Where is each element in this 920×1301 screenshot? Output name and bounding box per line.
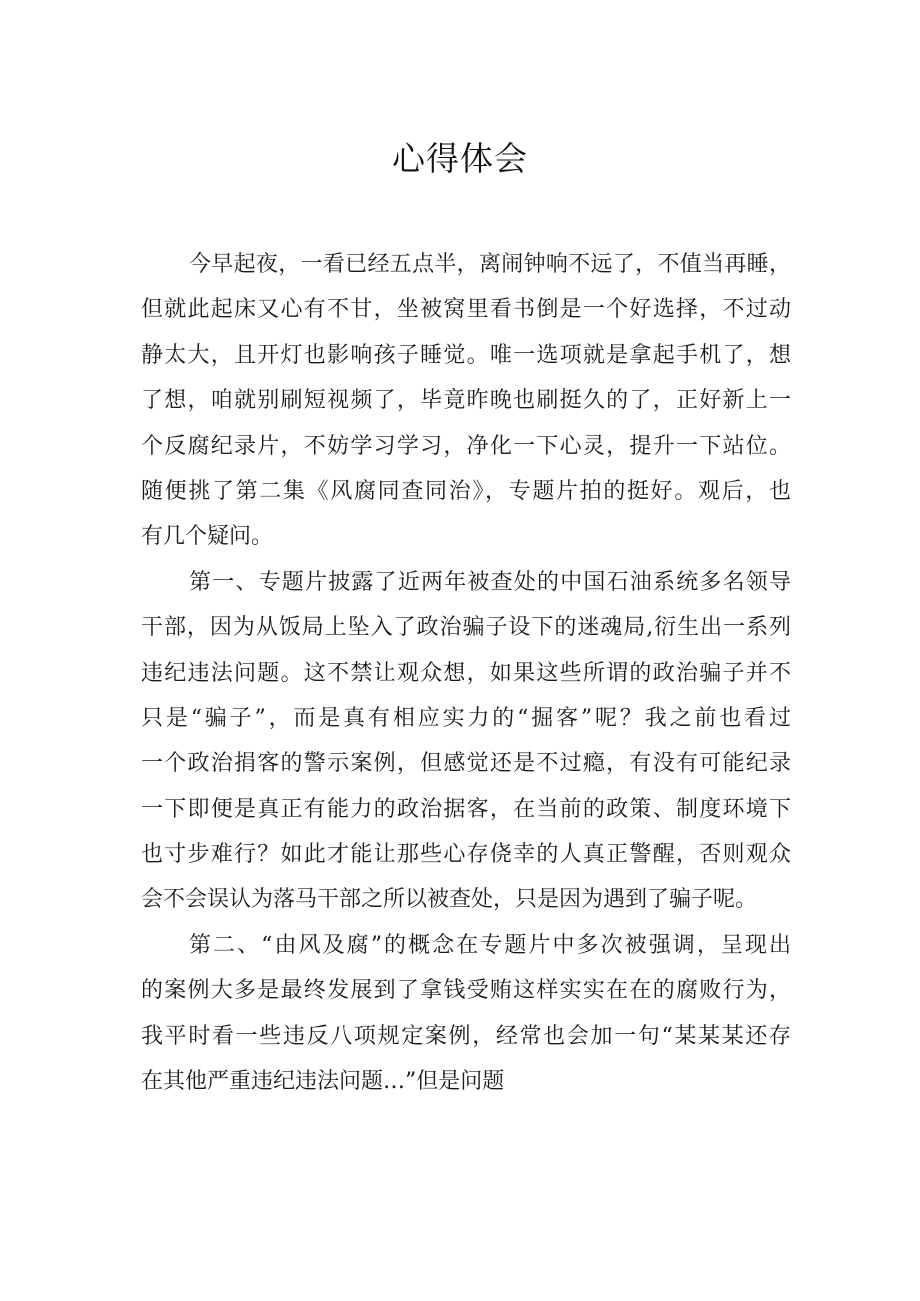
paragraph-line: 的案例大多是最终发展到了拿钱受贿这样实实在在的腐败行为， bbox=[141, 978, 791, 1004]
paragraph-line: 静太大，且开灯也影响孩子睡觉。唯一选项就是拿起手机了，想 bbox=[141, 342, 791, 368]
paragraph-line: 干部，因为从饭局上坠入了政治骗子设下的迷魂局,衍生出一系列 bbox=[141, 615, 791, 641]
paragraph-line: 违纪违法问题。这不禁让观众想，如果这些所谓的政治骗子并不 bbox=[141, 660, 791, 686]
paragraph-line: 一个政治捐客的警示案例，但感觉还是不过瘾，有没有可能纪录 bbox=[141, 751, 791, 777]
paragraph-1 bbox=[141, 242, 791, 560]
paragraph-line: 我平时看一些违反八项规定案例，经常也会加一句“某某某还存 bbox=[141, 1023, 791, 1049]
paragraph-line: 有几个疑问。 bbox=[141, 524, 274, 550]
paragraph-line: 第一、专题片披露了近两年被查处的中国石油系统多名领导 bbox=[189, 569, 791, 595]
paragraph-line: 但就此起床又心有不甘，坐被窝里看书倒是一个好选择，不过动 bbox=[141, 297, 791, 323]
paragraph-3 bbox=[141, 923, 791, 1105]
document-title: 心得体会 bbox=[392, 139, 528, 178]
paragraph-line: 今早起夜，一看已经五点半，离闹钟响不远了，不值当再睡， bbox=[189, 252, 791, 277]
paragraph-line: 随便挑了第二集《风腐同查同治》，专题片拍的挺好。观后，也 bbox=[141, 478, 791, 504]
paragraph-2 bbox=[141, 560, 791, 923]
paragraph-line: 只是“骗子”，而是真有相应实力的“掘客”呢？我之前也看过 bbox=[141, 705, 791, 731]
paragraph-line: 个反腐纪录片，不妨学习学习，净化一下心灵，提升一下站位。 bbox=[141, 433, 791, 459]
paragraph-line: 第二、“由风及腐”的概念在专题片中多次被强调，呈现出 bbox=[189, 932, 791, 958]
paragraph-line: 也寸步难行？如此才能让那些心存侥幸的人真正警醒，否则观众 bbox=[141, 842, 791, 868]
paragraph-line: 一下即便是真正有能力的政治据客，在当前的政策、制度环境下 bbox=[141, 796, 791, 822]
document-body bbox=[141, 242, 791, 1104]
paragraph-line: 了想，咱就别刷短视频了，毕竟昨晚也刷挺久的了，正好新上一 bbox=[141, 388, 791, 414]
paragraph-line: 在其他严重违纪违法问题…”但是问题 bbox=[141, 1069, 505, 1095]
paragraph-line: 会不会误认为落马干部之所以被查处，只是因为遇到了骗子呢。 bbox=[141, 887, 758, 913]
